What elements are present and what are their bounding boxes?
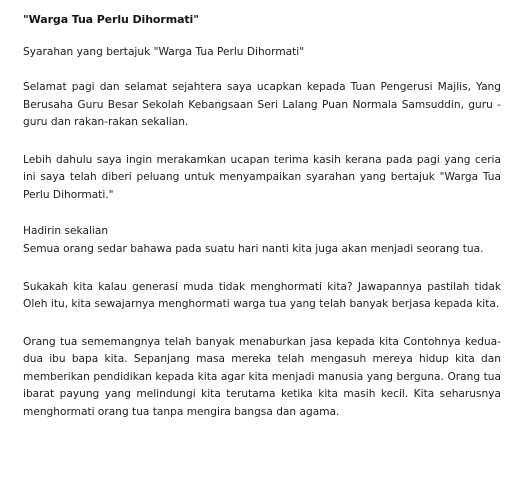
paragraph-thanks: Lebih dahulu saya ingin merakamkan ucapan terima kasih kerana pada pagi yang ceria ini saya telah diberi peluang untuk menyampaikan syarahan yang bertajuk "Warga Tua Perlu Dihormati." [23,153,501,201]
document-title: "Warga Tua Perlu Dihormati" [23,13,199,26]
speech-document [23,13,501,421]
document-subtitle: Syarahan yang bertajuk "Warga Tua Perlu Dihormati" [23,46,305,58]
paragraph-opening-greeting: Selamat pagi dan selamat sejahtera saya ucapkan kepada Tuan Pengerusi Majlis, Yang Berusaha Guru Besar Sekolah Kebangsaan Seri Lalang Puan Normala Samsuddin, guru -guru dan rakan-rakan sekalian. [23,81,501,128]
paragraph-everyone-ages: Semua orang sedar bahawa pada suatu hari nanti kita juga akan menjadi seorang tua. [23,243,484,255]
paragraph-respect-question: Sukakah kita kalau generasi muda tidak menghormati kita? Jawapannya pastilah tidak Oleh itu, kita sewajarnya menghormati warga tua yang telah banyak berjasa kepada kita. [23,280,501,310]
greeting-heading: Hadirin sekalian [23,225,109,237]
paragraph-elders-contribution: Orang tua sememangnya telah banyak menaburkan jasa kepada kita Contohnya kedua-dua ibu bapa kita. Sepanjang masa mereka telah mengasuh mereya hidup kita dan memberikan pendidikan kepada kita agar kita menjadi manusia yang berguna. Orang tua ibarat payung yang melindungi kita terutama ketika kita masih kecil. Kita seharusnya menghormati orang tua tanpa mengira bangsa dan agama. [23,335,501,418]
